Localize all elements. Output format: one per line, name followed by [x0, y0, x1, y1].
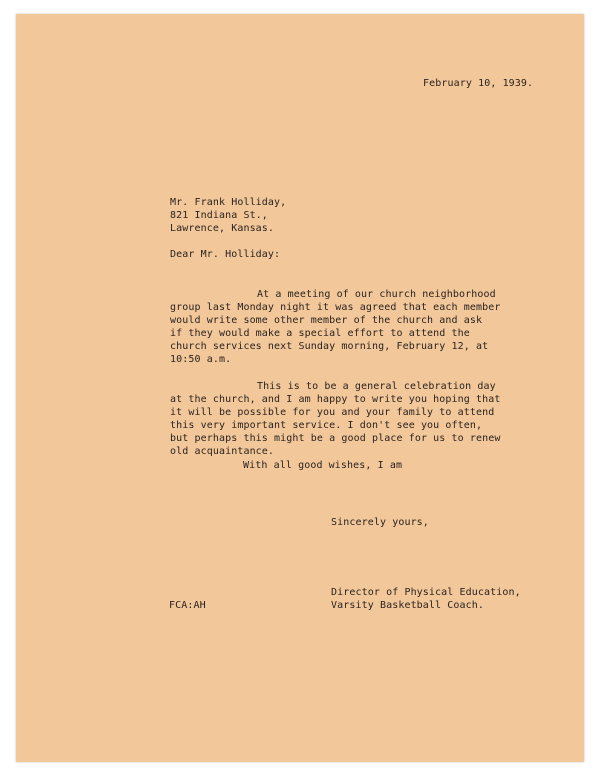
paragraph-1-line: group last Monday night it was agreed that each member — [170, 302, 501, 313]
signoff: Sincerely yours, — [331, 517, 429, 528]
paragraph-2-line: but perhaps this might be a good place for us to renew — [170, 433, 501, 444]
salutation: Dear Mr. Holliday: — [170, 249, 281, 260]
paragraph-1-line: would write some other member of the church and ask — [170, 315, 483, 326]
closing-line: With all good wishes, I am — [243, 460, 403, 471]
paragraph-1-line: At a meeting of our church neighborhood — [257, 289, 496, 300]
recipient-name: Mr. Frank Holliday, — [170, 197, 287, 208]
paragraph-2-line: at the church, and I am happy to write you hoping that — [170, 394, 501, 405]
paragraph-1-line: church services next Sunday morning, February 12, at — [170, 341, 489, 352]
paragraph-2-line: it will be possible for you and your family to attend — [170, 407, 495, 418]
reference-initials: FCA:AH — [169, 600, 206, 611]
paragraph-2-line: This is to be a general celebration day — [257, 381, 496, 392]
paragraph-2-line: old acquaintance. — [170, 446, 275, 457]
paragraph-1-line: 10:50 a.m. — [170, 354, 232, 365]
recipient-street: 821 Indiana St., — [170, 210, 268, 221]
recipient-city: Lawrence, Kansas. — [170, 223, 275, 234]
paragraph-2-line: this very important service. I don't see you often, — [170, 420, 483, 431]
signature-title: Director of Physical Education, — [331, 587, 521, 598]
paragraph-1-line: if they would make a special effort to attend the — [170, 328, 470, 339]
signature-title: Varsity Basketball Coach. — [331, 600, 485, 611]
letter-date: February 10, 1939. — [423, 78, 534, 89]
